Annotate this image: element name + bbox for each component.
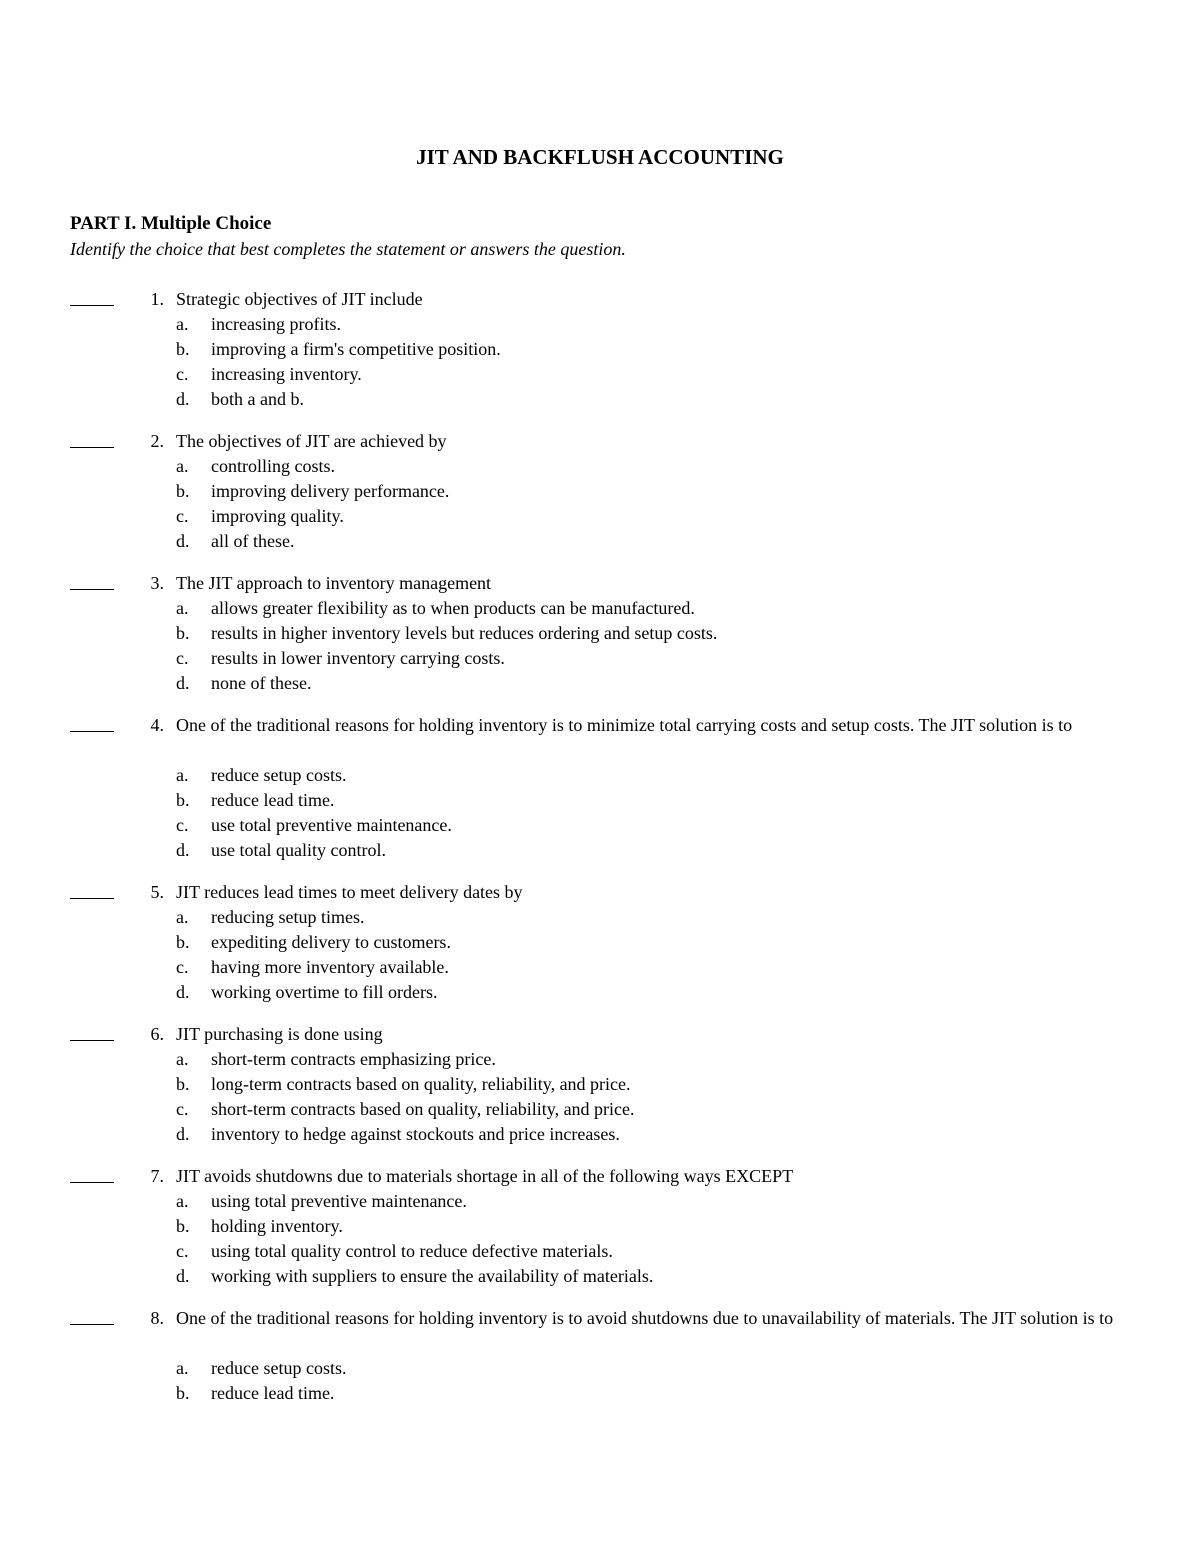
option-letter: c. [176,648,189,668]
question-number: 2. [150,431,164,451]
question-text: Strategic objectives of JIT include [176,289,423,309]
option-b [176,621,1128,646]
option-text: reduce lead time. [211,1383,335,1403]
option-text: using total quality control to reduce defective materials. [211,1241,613,1261]
option-letter: c. [176,957,189,977]
part-heading: PART I. Multiple Choice [70,213,272,234]
option-d [176,980,1128,1005]
question-number: 7. [150,1166,164,1186]
option-text: use total quality control. [211,840,386,860]
option-text: improving quality. [211,506,344,526]
option-text: use total preventive maintenance. [211,815,452,835]
option-text: reducing setup times. [211,907,365,927]
answer-blank[interactable] [70,305,114,306]
option-text: increasing inventory. [211,364,362,384]
option-b [176,788,1128,813]
option-letter: d. [176,673,190,693]
option-letter: b. [176,1216,190,1236]
answer-blank[interactable] [70,731,114,732]
option-letter: b. [176,1383,190,1403]
option-a [176,1356,1128,1381]
option-letter: b. [176,932,190,952]
option-list [176,905,1128,1005]
option-b [176,930,1128,955]
option-b [176,1072,1128,1097]
option-letter: d. [176,531,190,551]
option-letter: b. [176,1074,190,1094]
option-list [176,1189,1128,1289]
option-text: allows greater flexibility as to when products can be manufactured. [211,598,695,618]
option-text: improving a firm's competitive position. [211,339,501,359]
option-text: having more inventory available. [211,957,449,977]
option-text: holding inventory. [211,1216,343,1236]
option-text: using total preventive maintenance. [211,1191,467,1211]
option-c [176,955,1128,980]
option-letter: d. [176,840,190,860]
option-c [176,1097,1128,1122]
option-letter: a. [176,598,189,618]
question-number: 3. [150,573,164,593]
option-list [176,1356,1128,1406]
option-letter: a. [176,1191,189,1211]
option-d [176,1264,1128,1289]
option-letter: c. [176,364,189,384]
option-a [176,1047,1128,1072]
option-list [176,596,1128,696]
option-d [176,838,1128,863]
question-number: 4. [150,715,164,735]
option-letter: a. [176,765,189,785]
option-text: long-term contracts based on quality, reliability, and price. [211,1074,631,1094]
option-c [176,362,1128,387]
option-letter: d. [176,982,190,1002]
option-c [176,646,1128,671]
option-d [176,529,1128,554]
option-letter: d. [176,1124,190,1144]
option-letter: d. [176,389,190,409]
option-b [176,1381,1128,1406]
option-text: improving delivery performance. [211,481,450,501]
option-letter: a. [176,1358,189,1378]
option-text: all of these. [211,531,295,551]
option-letter: c. [176,1241,189,1261]
option-text: none of these. [211,673,312,693]
option-d [176,387,1128,412]
answer-blank[interactable] [70,1040,114,1041]
option-a [176,763,1128,788]
option-letter: a. [176,456,189,476]
question-text: JIT avoids shutdowns due to materials shortage in all of the following ways EXCEPT [176,1166,794,1186]
question-text: The objectives of JIT are achieved by [176,431,447,451]
option-letter: b. [176,790,190,810]
option-list [176,1047,1128,1147]
option-d [176,1122,1128,1147]
question-text: JIT reduces lead times to meet delivery dates by [176,882,523,902]
question-text: The JIT approach to inventory management [176,573,492,593]
option-b [176,1214,1128,1239]
answer-blank[interactable] [70,898,114,899]
option-letter: a. [176,314,189,334]
option-list [176,312,1128,412]
document-title: JIT AND BACKFLUSH ACCOUNTING [416,145,784,169]
question-number: 5. [150,882,164,902]
option-text: results in lower inventory carrying costs. [211,648,505,668]
option-text: both a and b. [211,389,304,409]
question-number: 1. [150,289,164,309]
option-a [176,596,1128,621]
instructions-text: Identify the choice that best completes the statement or answers the question. [70,239,626,259]
option-text: expediting delivery to customers. [211,932,451,952]
option-letter: a. [176,1049,189,1069]
question-text: JIT purchasing is done using [176,1024,383,1044]
option-c [176,1239,1128,1264]
option-text: increasing profits. [211,314,341,334]
option-text: short-term contracts emphasizing price. [211,1049,496,1069]
option-a [176,454,1128,479]
question-number: 8. [150,1308,164,1328]
option-letter: c. [176,815,189,835]
option-c [176,504,1128,529]
option-letter: d. [176,1266,190,1286]
option-text: working with suppliers to ensure the availability of materials. [211,1266,654,1286]
option-b [176,337,1128,362]
option-text: reduce lead time. [211,790,335,810]
option-d [176,671,1128,696]
option-a [176,1189,1128,1214]
question-text: One of the traditional reasons for holding inventory is to minimize total carrying costs and setup costs. The JIT solution is to [176,715,1073,735]
option-letter: b. [176,481,190,501]
option-letter: c. [176,506,189,526]
question-number: 6. [150,1024,164,1044]
option-letter: c. [176,1099,189,1119]
option-text: working overtime to fill orders. [211,982,438,1002]
option-list [176,454,1128,554]
option-text: inventory to hedge against stockouts and price increases. [211,1124,620,1144]
option-letter: a. [176,907,189,927]
option-text: reduce setup costs. [211,1358,347,1378]
answer-blank[interactable] [70,589,114,590]
option-b [176,479,1128,504]
answer-blank[interactable] [70,1324,114,1325]
option-letter: b. [176,339,190,359]
option-text: short-term contracts based on quality, reliability, and price. [211,1099,635,1119]
option-text: results in higher inventory levels but reduces ordering and setup costs. [211,623,718,643]
option-text: reduce setup costs. [211,765,347,785]
option-a [176,905,1128,930]
answer-blank[interactable] [70,447,114,448]
question-text: One of the traditional reasons for holding inventory is to avoid shutdowns due to unavailability of materials. The JIT solution is to [176,1308,1114,1328]
answer-blank[interactable] [70,1182,114,1183]
option-list [176,763,1128,863]
option-a [176,312,1128,337]
option-c [176,813,1128,838]
option-text: controlling costs. [211,456,335,476]
option-letter: b. [176,623,190,643]
